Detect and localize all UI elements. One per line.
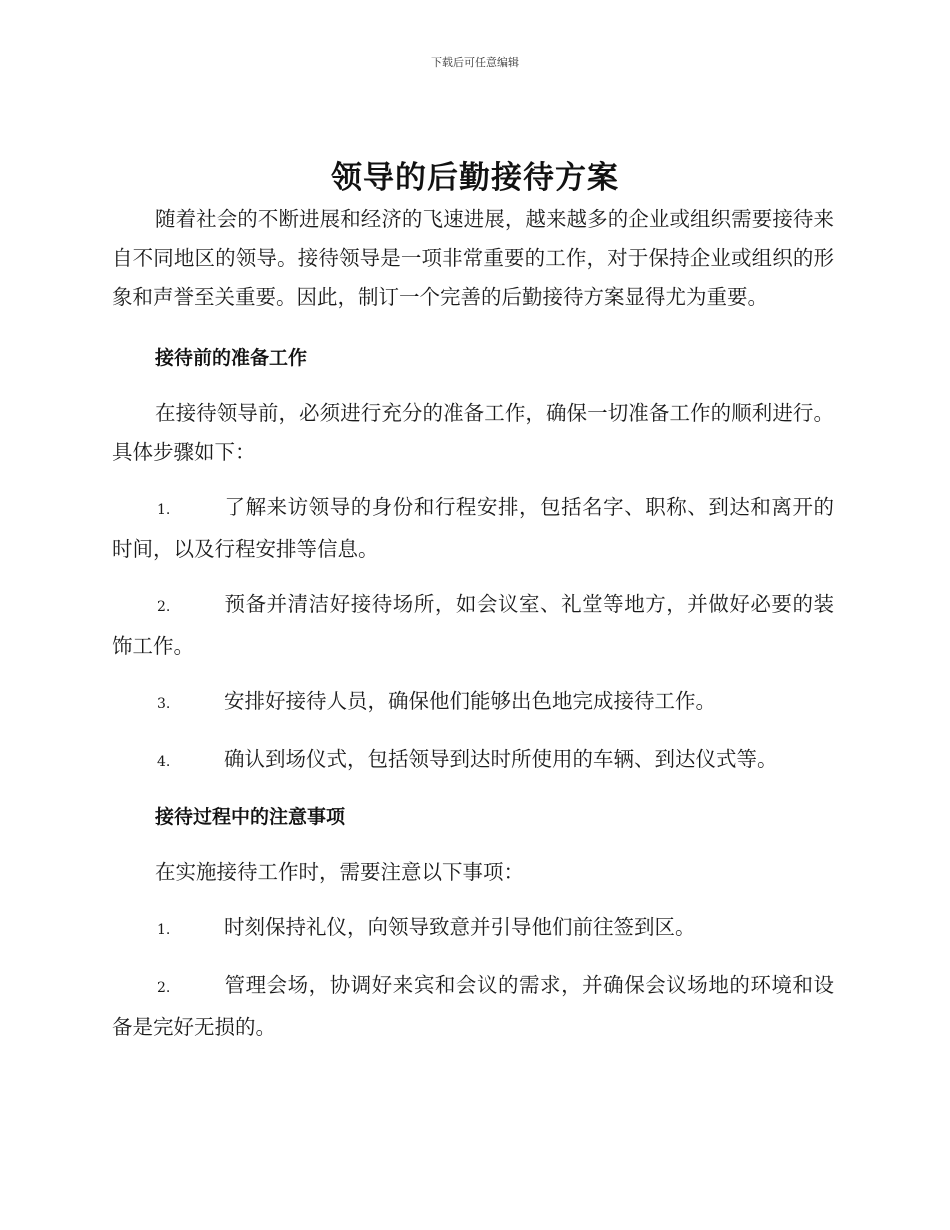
section-heading: 接待过程中的注意事项	[155, 806, 346, 828]
list-item	[112, 585, 834, 666]
list-item-text: 管理会场，协调好来宾和会议的需求，并确保会议场地的环境和设备是完好无损的。	[112, 973, 834, 1039]
section-lead-paragraph: 在实施接待工作时，需要注意以下事项：	[155, 860, 524, 884]
list-item-text: 确认到场仪式，包括领导到达时所使用的车辆、到达仪式等。	[224, 747, 778, 771]
list-item-number: 2.	[157, 599, 171, 615]
list-item	[112, 966, 834, 1047]
list-item	[112, 908, 834, 950]
list-item-text: 预备并清洁好接待场所，如会议室、礼堂等地方，并做好必要的装饰工作。	[112, 592, 834, 658]
list-item	[112, 488, 834, 569]
section-preparation	[112, 339, 834, 782]
section-heading: 接待前的准备工作	[155, 347, 308, 369]
list-item-number: 2.	[157, 980, 171, 996]
document-body	[112, 200, 834, 1063]
list-item-number: 3.	[157, 696, 171, 712]
document-title: 领导的后勤接待方案	[331, 160, 619, 196]
list-item-text: 了解来访领导的身份和行程安排，包括名字、职称、到达和离开的时间，以及行程安排等信息。	[112, 495, 834, 561]
header-note: 下载后可任意编辑	[431, 56, 519, 69]
section-precautions	[112, 798, 834, 1047]
list-item-number: 1.	[157, 502, 171, 518]
section-lead-paragraph: 在接待领导前，必须进行充分的准备工作，确保一切准备工作的顺利进行。具体步骤如下：	[112, 401, 834, 464]
list-item-text: 时刻保持礼仪，向领导致意并引导他们前往签到区。	[224, 915, 696, 939]
list-item	[112, 740, 834, 782]
intro-paragraph: 随着社会的不断进展和经济的飞速进展，越来越多的企业或组织需要接待来自不同地区的领导。接待领导是一项非常重要的工作，对于保持企业或组织的形象和声誉至关重要。因此，制订一个完善的后勤接待方案显得尤为重要。	[112, 207, 834, 309]
list-item-number: 1.	[157, 922, 171, 938]
list-item-text: 安排好接待人员，确保他们能够出色地完成接待工作。	[224, 689, 716, 713]
list-item-number: 4.	[157, 754, 171, 770]
list-item	[112, 682, 834, 724]
